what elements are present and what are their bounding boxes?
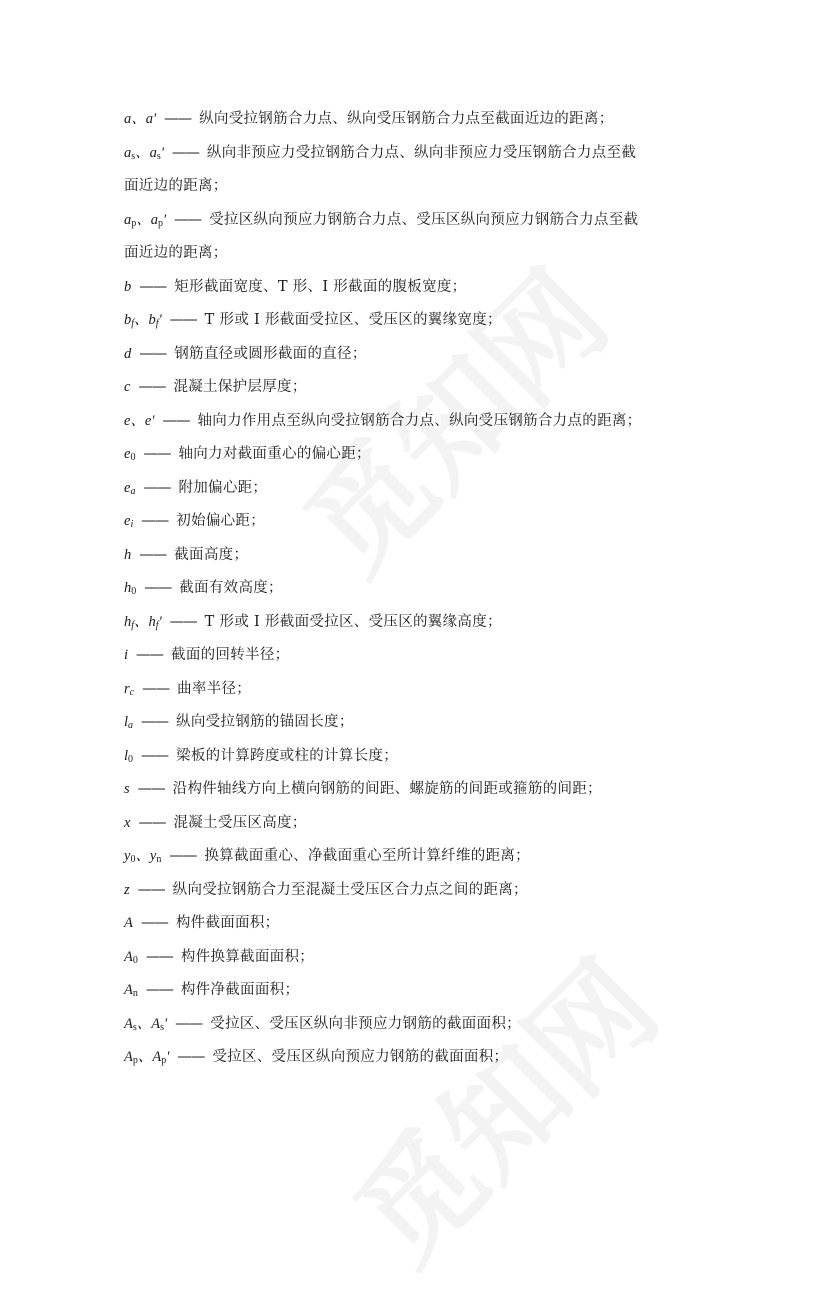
symbol: c [124, 379, 131, 395]
dash: —— [139, 278, 167, 295]
description: T 形或 I 形截面受拉区、受压区的翼缘高度； [204, 613, 502, 630]
description: 梁板的计算跨度或柱的计算长度； [176, 747, 399, 764]
description: 构件换算截面面积； [180, 948, 315, 965]
symbol: $r_c$ [124, 680, 135, 698]
description: 构件净截面面积； [180, 982, 300, 998]
list-item [124, 874, 724, 908]
symbol-list [124, 103, 724, 1075]
list-item [124, 472, 724, 506]
symbol: e、e' [124, 412, 155, 429]
symbol: $e_a$ [124, 479, 136, 497]
list-item-continuation [124, 237, 724, 271]
dash: —— [144, 580, 172, 596]
dash: —— [139, 546, 167, 563]
description: 轴向力对截面重心的偏心距； [178, 446, 371, 462]
description: 混凝土受压区高度； [173, 814, 307, 831]
dash: —— [174, 211, 202, 228]
dash: —— [140, 915, 168, 931]
symbol: $l_0$ [124, 747, 134, 765]
symbol: $h_f$、$h_f'$ [124, 613, 162, 631]
list-item [124, 438, 724, 472]
dash: —— [136, 647, 164, 663]
description: 面近边的距离； [124, 178, 228, 194]
list-item [124, 505, 724, 539]
symbol: $A_s$、$A_s'$ [124, 1015, 168, 1033]
dash: —— [139, 345, 167, 362]
dash: —— [141, 513, 169, 529]
dash: —— [138, 814, 166, 831]
dash: —— [162, 412, 190, 429]
list-item [124, 1008, 724, 1042]
symbol: d [124, 345, 132, 362]
list-item [124, 371, 724, 405]
list-item [124, 572, 724, 606]
dash: —— [137, 881, 165, 898]
description: 截面高度； [174, 546, 249, 563]
dash: —— [137, 781, 165, 797]
list-item [124, 974, 724, 1008]
list-item [124, 204, 724, 238]
description: 钢筋直径或圆形截面的直径； [174, 345, 367, 362]
description: 沿构件轴线方向上横向钢筋的间距、螺旋筋的间距或箍筋的间距； [172, 781, 602, 797]
symbol: x [124, 814, 131, 831]
symbol: z [124, 881, 130, 898]
symbol: b [124, 278, 132, 295]
description: 面近边的距离； [124, 245, 228, 261]
symbol: A [124, 915, 133, 931]
list-item [124, 103, 724, 137]
symbol: $e_0$ [124, 446, 136, 463]
list-item [124, 807, 724, 841]
dash: —— [169, 848, 197, 864]
list-item [124, 840, 724, 874]
list-item [124, 740, 724, 774]
description: 纵向受拉钢筋合力点、纵向受压钢筋合力点至截面近边的距离； [199, 111, 614, 127]
symbol: s [124, 781, 130, 797]
description: 截面的回转半径； [171, 647, 290, 663]
description: 纵向受拉钢筋合力至混凝土受压区合力点之间的距离； [172, 881, 528, 898]
description: 换算截面重心、净截面重心至所计算纤维的距离； [204, 848, 530, 864]
description: 构件截面面积； [175, 915, 280, 931]
description: 混凝土保护层厚度； [173, 379, 307, 395]
dash: —— [138, 379, 166, 395]
symbol: $A_p$、$A_p'$ [124, 1049, 170, 1066]
list-item [124, 1041, 724, 1075]
list-item [124, 639, 724, 673]
list-item [124, 137, 724, 171]
symbol: $a_p$、$a_p'$ [124, 211, 167, 229]
symbol: $y_0$、$y_n$ [124, 848, 162, 865]
list-item [124, 907, 724, 941]
dash: —— [164, 111, 192, 127]
symbol: $b_f$、$b_f'$ [124, 312, 162, 329]
dash: —— [142, 680, 170, 697]
symbol: $a_s$、$a_s'$ [124, 144, 164, 162]
list-item [124, 606, 724, 640]
description: 纵向非预应力受拉钢筋合力点、纵向非预应力受压钢筋合力点至截 [206, 144, 637, 161]
description: 附加偏心距； [178, 479, 268, 496]
dash: —— [169, 613, 197, 630]
symbol: $l_a$ [124, 714, 134, 731]
symbol: a、a' [124, 111, 157, 127]
description: 纵向受拉钢筋的锚固长度； [176, 714, 354, 730]
symbol: i [124, 647, 129, 663]
dash: —— [175, 1015, 203, 1032]
description: 受拉区、受压区纵向非预应力钢筋的截面面积； [210, 1015, 521, 1032]
dash: —— [145, 982, 173, 998]
dash: —— [145, 948, 173, 965]
description: 受拉区纵向预应力钢筋合力点、受压区纵向预应力钢筋合力点至截 [209, 211, 639, 228]
list-item [124, 773, 724, 807]
list-item [124, 941, 724, 975]
description: 轴向力作用点至纵向受拉钢筋合力点、纵向受压钢筋合力点的距离； [197, 412, 642, 429]
list-item [124, 405, 724, 439]
dash: —— [141, 714, 169, 730]
description: 曲率半径； [177, 680, 252, 697]
list-item [124, 338, 724, 372]
list-item [124, 271, 724, 305]
description: T 形或 I 形截面受拉区、受压区的翼缘宽度； [204, 312, 502, 328]
dash: —— [141, 747, 169, 764]
list-item [124, 539, 724, 573]
dash: —— [143, 446, 171, 462]
description: 矩形截面宽度、T 形、I 形截面的腹板宽度； [174, 278, 467, 295]
description: 截面有效高度； [179, 580, 283, 596]
description: 初始偏心距； [176, 513, 266, 529]
symbol: $A_0$ [124, 948, 138, 966]
symbol: $A_n$ [124, 982, 138, 999]
dash: —— [169, 312, 197, 328]
list-item [124, 706, 724, 740]
symbol: $e_i$ [124, 513, 134, 530]
list-item-continuation [124, 170, 724, 204]
list-item [124, 304, 724, 338]
symbol: h [124, 546, 132, 563]
dash: —— [171, 144, 199, 161]
dash: —— [177, 1049, 205, 1065]
dash: —— [143, 479, 171, 496]
description: 受拉区、受压区纵向预应力钢筋的截面面积； [212, 1049, 509, 1065]
symbol: $h_0$ [124, 580, 137, 597]
list-item [124, 673, 724, 707]
